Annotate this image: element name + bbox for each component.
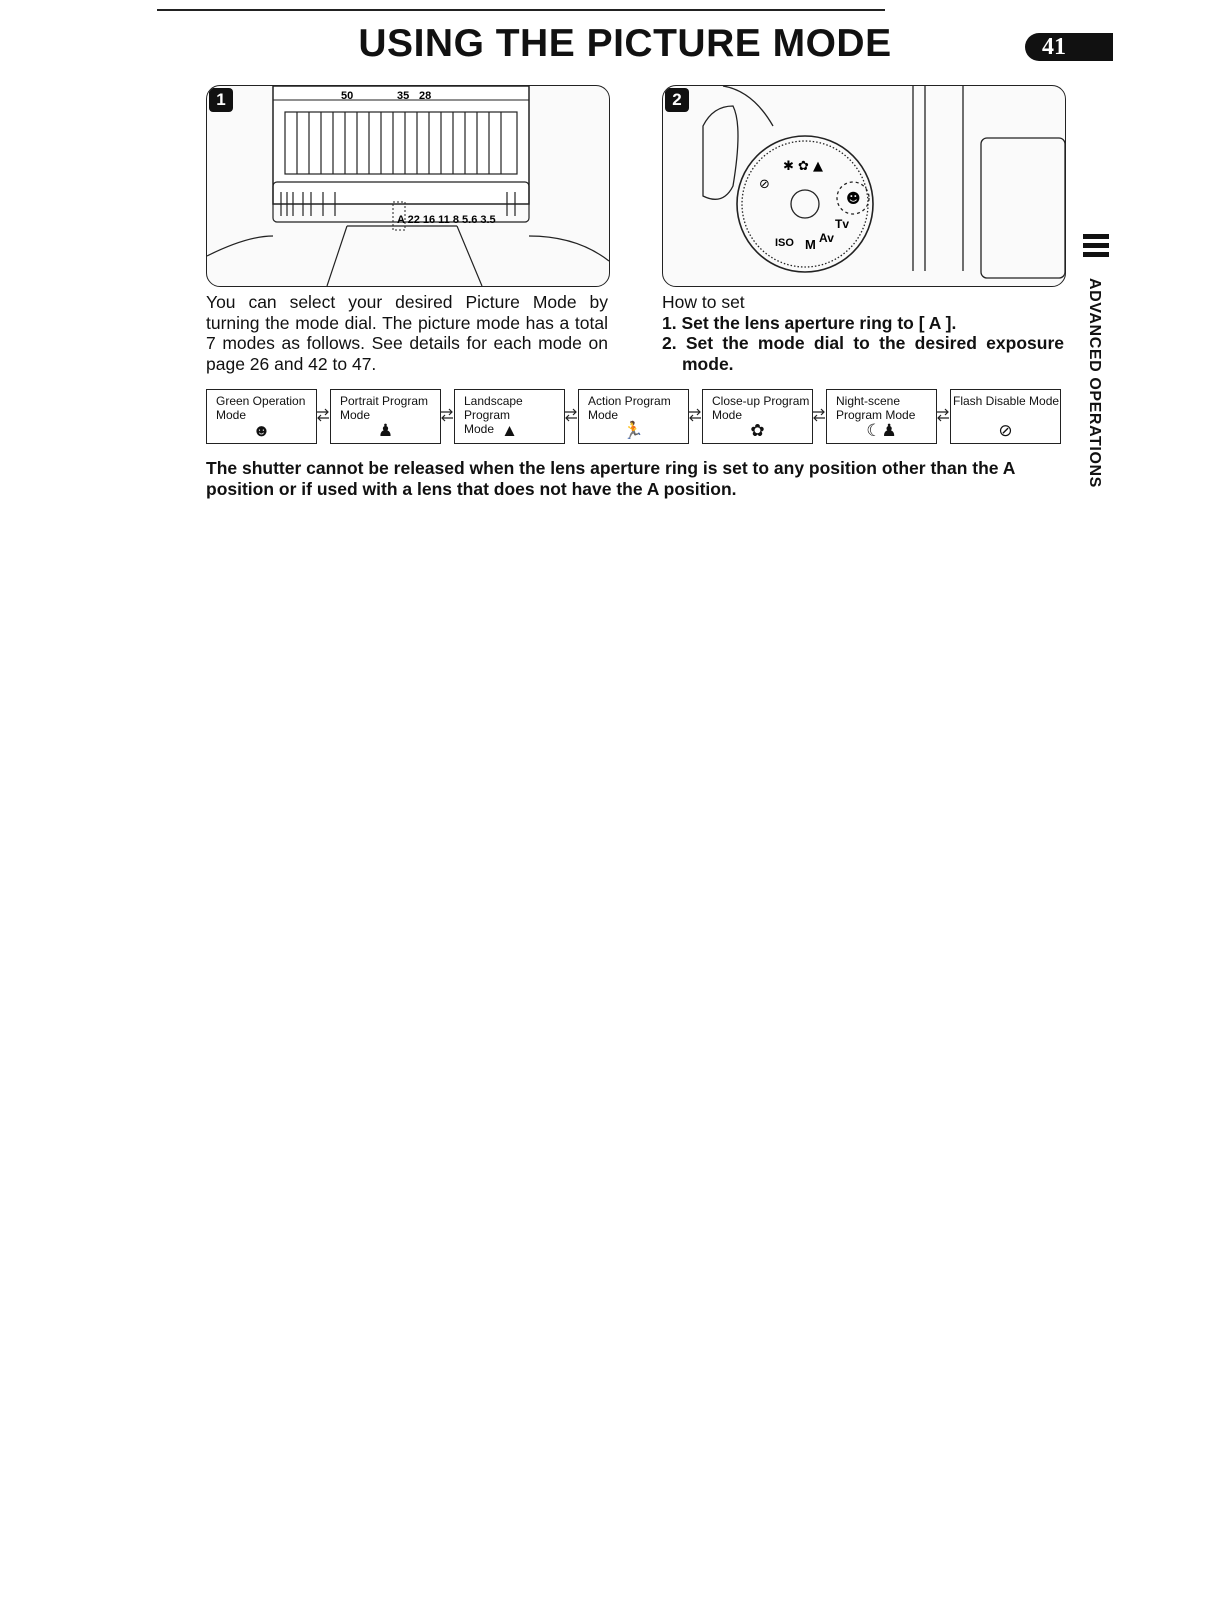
figure-number-1: 1 [209,88,233,112]
figure-mode-dial [662,85,1066,287]
figure-number-2: 2 [665,88,689,112]
figure-lens-aperture-ring [206,85,610,287]
mode-label-line2: Mode [340,408,371,422]
mode-label-line2: Mode [216,408,247,422]
page-title: USING THE PICTURE MODE [358,22,892,65]
night-scene-icon: ☾♟ [866,421,897,440]
mode-box-flash-disable [950,389,1061,444]
landscape-icon: ▲ [501,421,518,440]
mode-label-line1: Flash Disable Mode [953,394,1060,408]
mode-box-green [206,389,317,444]
focal-mark-28: 28 [419,90,432,102]
svg-text:✱ ✿ ▲: ✱ ✿ ▲ [783,159,824,174]
cycle-arrow-icon [316,408,330,422]
mode-dial-illustration [663,86,1065,286]
mode-box-night-scene [826,389,937,444]
mode-label-line1: Portrait Program [340,394,429,408]
mode-label-line1: Landscape Program [464,394,523,422]
dial-label-tv: Tv [835,217,850,231]
cycle-arrow-icon [688,408,702,422]
mode-label-line1: Green Operation [216,394,306,408]
section-side-label: ADVANCED OPERATIONS [1086,278,1103,488]
how-to-step-1: 1. Set the lens aperture ring to [ A ]. [662,312,957,333]
mode-label-line1: Action Program [588,394,671,408]
flower-icon: ✿ [750,421,765,440]
mode-label-line2: Mode [588,408,619,422]
dial-label-iso: ISO [775,237,794,249]
shutter-warning: The shutter cannot be released when the lens aperture ring is set to any position other than the A position or if used with a lens that does not have the A position. [206,458,1015,499]
green-mode-icon: ☻ [252,421,271,440]
section-numeral-bars [1083,234,1109,261]
mode-label-line2: Mode [712,408,743,422]
svg-text:⊘: ⊘ [759,177,770,192]
top-rule [157,9,885,11]
how-to-heading: How to set [662,292,745,312]
mode-label-line2: Mode [464,422,495,436]
mode-label-line1: Close-up Program [712,394,810,408]
cycle-arrow-icon [936,408,950,422]
flash-disable-icon: ⊘ [998,421,1013,440]
cycle-arrow-icon [812,408,826,422]
mode-box-landscape [454,389,565,444]
focal-mark-35: 35 [397,90,410,102]
svg-text:☻: ☻ [846,191,861,207]
action-icon: 🏃 [622,421,645,440]
mode-label-line2: Program Mode [836,408,916,422]
mode-box-portrait [330,389,441,444]
intro-paragraph: You can select your desired Picture Mode by turning the mode dial. The picture mode has a total 7 modes as follows. See details for each mode on page 26 and 42 to 47. [206,292,608,374]
aperture-scale: A 22 16 11 8 5.6 3.5 [397,214,496,226]
dial-label-av: Av [819,231,834,245]
how-to-set [662,292,1064,374]
focal-mark-50: 50 [341,90,354,102]
cycle-arrow-icon [564,408,578,422]
mode-label-line1: Night-scene [836,394,901,408]
how-to-step-2: 2. Set the mode dial to the desired exposure mode. [662,333,1064,374]
page-number-tab: 41 [1025,33,1113,61]
mode-box-action [578,389,689,444]
cycle-arrow-icon [440,408,454,422]
lens-illustration [207,86,609,286]
mode-box-closeup [702,389,813,444]
portrait-icon: ♟ [377,421,394,440]
dial-label-m: M [805,237,816,252]
